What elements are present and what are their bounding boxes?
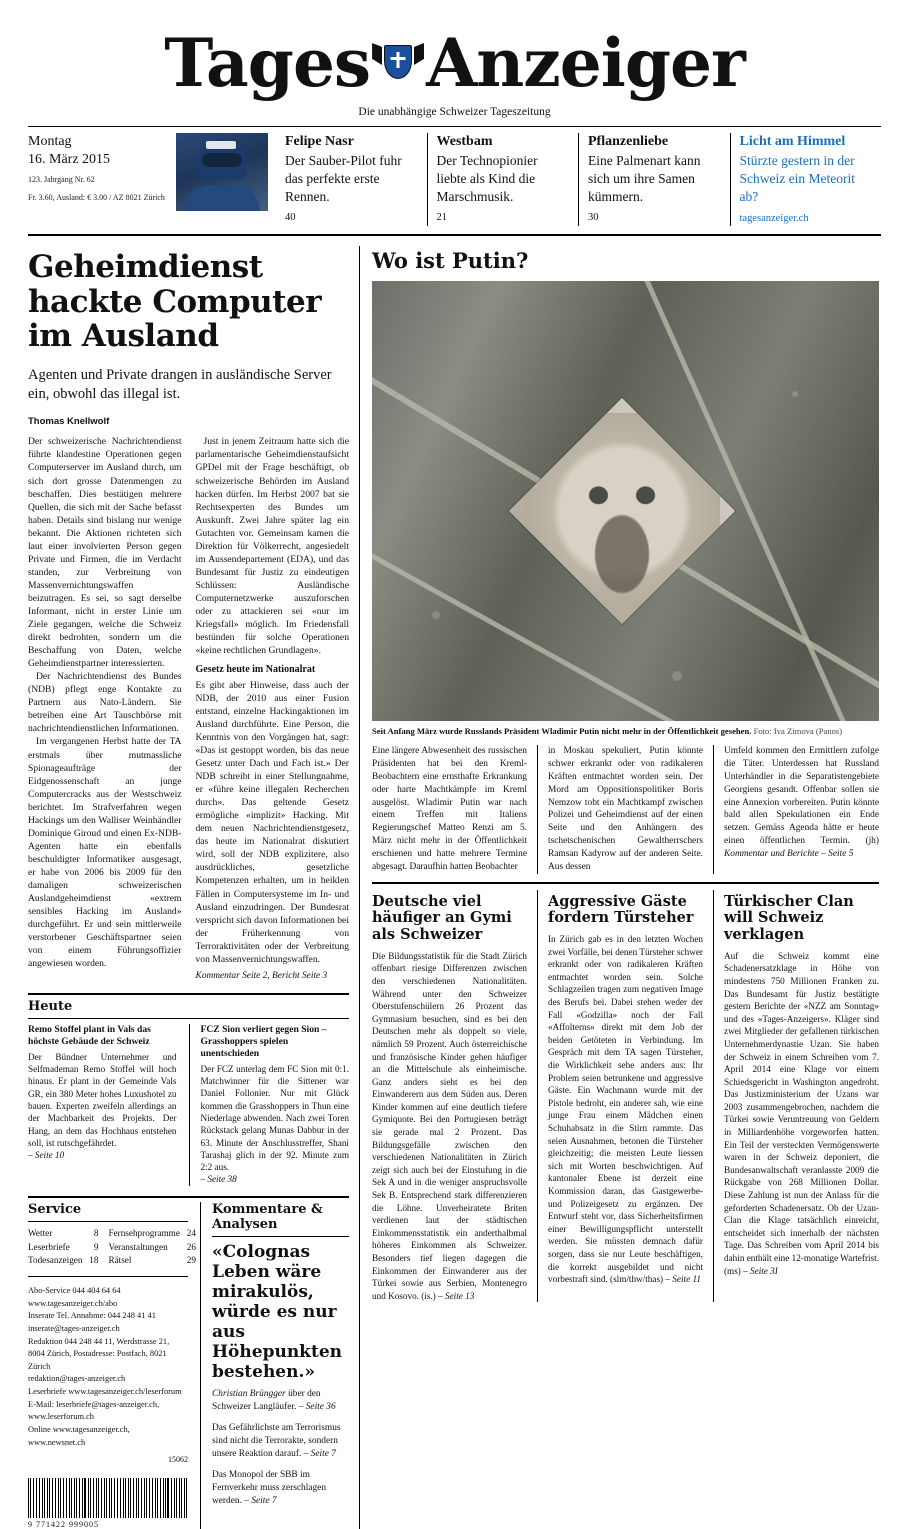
- putin-col-2: [537, 745, 713, 874]
- service-page: 29: [186, 1255, 196, 1266]
- divider: [212, 1236, 349, 1237]
- heute-page-ref[interactable]: – Seite 10: [28, 1150, 65, 1161]
- heute-text: Der FCZ unterlag dem FC Sion mit 0:1. Matchwinner für die Sittener war Daniel Follonier. Nur mit Glück kommen die Grasshoppers in Thun eine Niederlage abwenden. Nach zwei Toren Rückstack gelang Munas Dabbur in der 63. Minute der Anschlusstreffer, Shani Tarashaj glich in der 92. Minute zum 2:2 aus.: [200, 1063, 349, 1173]
- article-headline: Aggressive Gäste fordern Türsteher: [548, 892, 694, 927]
- article-page-ref[interactable]: – Seite 3I: [743, 1265, 778, 1276]
- putin-signature: (jh): [865, 836, 879, 847]
- left-column: [28, 246, 360, 1529]
- section-title-service: Service: [28, 1201, 82, 1217]
- putin-photo: [372, 281, 879, 721]
- service-page: 8: [93, 1227, 99, 1238]
- teaser-page: 40: [285, 212, 296, 224]
- kommentar-item-ref[interactable]: – Seite 7: [244, 1495, 277, 1506]
- service-name: Todesanzeigen: [28, 1255, 83, 1266]
- kommentar-page-ref[interactable]: – Seite 36: [298, 1402, 336, 1413]
- teaser-photo-nasr: [176, 133, 268, 211]
- abo-line: 8004 Zürich, Postadresse: Postfach, 8021 Zürich: [28, 1349, 167, 1371]
- abo-line[interactable]: Online www.tagesanzeiger.ch, www.newsnet.ch: [28, 1424, 130, 1447]
- teaser-item-westbam[interactable]: [427, 133, 579, 226]
- lead-reference[interactable]: Kommentar Seite 2, Bericht Seite 3: [195, 970, 328, 981]
- heute-text: Der Bündner Unternehmer und Selfmademan Remo Stoffel will hoch hinaus. Er plant in der Gemeinde Vals GR, ein 380 Meter hohes Luxushotel zu bauen. Experten zweifeln allerdings an der Machbarkeit des Projekts. Der Hang, an dem das Hochhaus entstehen soll, ist rutschgefährdet.: [28, 1051, 177, 1148]
- service-name: Fernsehprogramme: [108, 1227, 180, 1238]
- teaser-text: Der Sauber-Pilot fuhr das perfekte erste Rennen.: [285, 153, 402, 204]
- article-tuerkischer-clan[interactable]: [713, 890, 879, 1303]
- putin-poster: [509, 398, 735, 624]
- service-name: Rätsel: [108, 1255, 132, 1266]
- heute-head: Remo Stoffel plant in Vals das höchste Gebäude der Schweiz: [28, 1023, 151, 1047]
- kommentar-item-text: Das Gefährlichste am Terrorismus sind nicht die Terrorakte, sondern unsere Reaktion darauf.: [212, 1423, 341, 1460]
- masthead-title-right: Anzeiger: [426, 24, 745, 102]
- masthead-title-left: Tages: [164, 24, 371, 102]
- divider: [372, 882, 879, 884]
- issue-code: 15062: [168, 1455, 188, 1465]
- article-signature: (ms): [724, 1265, 741, 1276]
- barcode-number: 9 771422 999005: [28, 1520, 99, 1529]
- kommentar-item-ref[interactable]: – Seite 7: [303, 1449, 336, 1460]
- price-info: Fr. 3.60, Ausland: € 3.00 / AZ 8021 Zürich: [28, 193, 165, 202]
- article-headline: Türkischer Clan will Schweiz verklagen: [724, 892, 854, 944]
- abo-line[interactable]: E-Mail: leserbriefe@tages-anzeiger.ch, www.leserforum.ch: [28, 1399, 160, 1422]
- service-list-col2: [108, 1227, 195, 1268]
- date-full: 16. März 2015: [28, 151, 111, 167]
- kommentar-author-rest: über den Schweizer Langläufer.: [212, 1389, 321, 1413]
- service-name: Wetter: [28, 1227, 53, 1238]
- kommentar-attribution: [212, 1388, 349, 1414]
- service-page: 9: [93, 1241, 99, 1252]
- lead-subhead: Gesetz heute im Nationalrat: [195, 664, 316, 676]
- kommentar-author: Christian Brüngger: [212, 1389, 286, 1400]
- teaser-bar: [28, 126, 881, 236]
- service-row[interactable]: [108, 1241, 195, 1255]
- service-and-comments: [28, 1202, 349, 1529]
- article-deutsche-gymi[interactable]: [372, 890, 537, 1303]
- teaser-page: 21: [436, 212, 447, 224]
- edition-info: 123. Jahrgang Nr. 62: [28, 175, 95, 184]
- putin-title: Wo ist Putin?: [372, 247, 529, 273]
- lead-body: [28, 435, 349, 982]
- putin-col-3: [713, 745, 879, 874]
- abo-line[interactable]: Leserbriefe www.tagesanzeiger.ch/leserforum: [28, 1387, 182, 1397]
- masthead-subtitle: Die unabhängige Schweizer Tageszeitung: [358, 106, 551, 118]
- teaser-text: Der Technopionier liebte als Kind die Marschmusik.: [436, 153, 538, 204]
- article-body: Die Bildungsstatistik für die Stadt Zürich offenbart riesige Differenzen zwischen den verschiedenen Nationalitäten. Während unter den Schweizer Oberstufenschülern 26 Prozent das Gymnasium besuchen, sind es bei den Deutschen mehr als doppelt so viele, nämlich 59 Prozent. Auch österreichische und französische Kinder gehen häufiger an die Mittelschule als einheimische. Ganz anders sieht es bei den Einwanderern aus dem Süden aus. Deren Kinder kommen auf eine deutlich tiefere Gymiquote. Bei den Portugiesen beträgt sie gerade mal 2 Prozent. Das Bildungsgefälle zwischen den verschiedenen Nationalitäten in Zürich zeigt sich auch bei der Einstufung in die Sek A und in die weniger anspruchsvolle Sek B. Entsprechend stark differenzieren die Löhne. Unverheiratete Briten verdienen laut der städtischen Einkommensstatistik ein anderthalbmal höheres Einkommen als Schweizer. Besonders tief liegen dagegen die Einkommen der Einwanderer aus der Türkei sowie aus Serbien, Montenegro und Kosovo.: [372, 950, 527, 1301]
- service-row[interactable]: [28, 1254, 98, 1268]
- lead-byline: Thomas Knellwolf: [28, 416, 110, 428]
- date-weekday: Montag: [28, 134, 72, 149]
- article-text: [372, 950, 527, 1303]
- kommentar-item[interactable]: [212, 1422, 349, 1461]
- teaser-item-licht-am-himmel[interactable]: [730, 133, 882, 226]
- section-title-heute: Heute: [28, 998, 73, 1014]
- divider: [28, 1276, 188, 1277]
- heute-item[interactable]: [28, 1024, 177, 1186]
- teaser-head: Pflanzenliebe: [588, 134, 669, 149]
- lower-articles: [372, 890, 879, 1303]
- service-block: [28, 1201, 196, 1529]
- kommentar-item-text: Das Monopol der SBB im Fernverkehr muss zerschlagen werden.: [212, 1469, 327, 1506]
- crest-icon: [378, 39, 418, 87]
- abo-line: Redaktion 044 248 44 11, Werdstrasse 21,: [28, 1336, 170, 1346]
- lead-paragraph: Im vergangenen Herbst hatte der TA erstmals über mutmassliche Spionageaufträge der Eidgenossenschaft an junge Computercracks aus der Westschweiz berichtet. Im Strafverfahren wegen Hackings um den Walliser Weinhändler Dominique Giroud und einen Ex-NDB-Agenten hatte ein ebenfalls beschuldigter Informatiker ausgesagt, er habe von 2006 bis 2009 für den damaligen schweizerischen Auslandgeheimdienst «extrem sensibles Hacking im Ausland» durchgeführt. Er und sein mittlerweile verstorbener Geschäftspartner seien von einem Führungsoffizier angewiesen worden.: [28, 736, 182, 970]
- teaser-text: Stürzte gestern in der Schweiz ein Meteorit ab?: [739, 153, 855, 204]
- abo-line[interactable]: Abo-Service 044 404 64 64: [28, 1286, 121, 1296]
- divider: [28, 1221, 188, 1222]
- teaser-link[interactable]: tagesanzeiger.ch: [739, 213, 809, 225]
- kommentar-item[interactable]: [212, 1469, 349, 1508]
- service-name: Veranstaltungen: [108, 1241, 168, 1252]
- lead-paragraph: Der Nachrichtendienst des Bundes (NDB) pflegt enge Kontakte zu Partnern aus Nato-Ländern. Sie betreiben eine Art Tauschbörse mit nachrichtendienstlichen Informationen.: [28, 671, 182, 735]
- putin-caption-text: Seit Anfang März wurde Russlands Präsident Wladimir Putin nicht mehr in der Öffentlichkeit gesehen.: [372, 725, 752, 736]
- putin-caption: [372, 721, 879, 737]
- abo-line[interactable]: redaktion@tages-anzeiger.ch: [28, 1374, 126, 1384]
- abo-service-block: [28, 1285, 188, 1449]
- abo-line[interactable]: www.tagesanzeiger.ch/abo: [28, 1298, 118, 1308]
- teaser-head: Licht am Himmel: [739, 134, 846, 149]
- right-column: [360, 246, 879, 1529]
- teaser-head: Westbam: [436, 134, 493, 149]
- barcode: [28, 1472, 188, 1518]
- masthead-title: [28, 24, 881, 102]
- date-block: [28, 133, 176, 226]
- service-row[interactable]: [28, 1227, 98, 1241]
- service-page: 26: [186, 1241, 196, 1252]
- teaser-head: Felipe Nasr: [285, 134, 354, 149]
- putin-text: Eine längere Abwesenheit des russischen Präsidenten hat bei den Kreml-Beobachtern eine ernsthafte Erkrankung oder harte Machtkämpfe im Kreml ausgelöst. Wladimir Putin war nach einem Treffen mit Italiens Regierungschef Matteo Renzi am 5. März nicht mehr in der Öffentlichkeit erschienen und hatte mehrere Termine abgesagt. Daraufhin hatten Beobachter: [372, 746, 527, 872]
- lead-paragraph: Just in jenem Zeitraum hatte sich die parlamentarische Geheimdienstaufsicht GPDel mit der Frage beschäftigt, ob schweizerische Behörden im Ausland hacken dürfen. Im Herbst 2007 bat sie Rechtsexperten des Bundes um Auskunft. Zwei Jahre später lag ein Gutachten vor. Gemeinsam kamen die Direktion für Völkerrecht, angesiedelt im Aussendepartement (EDA), und das Bundesamt für Justiz zu eindeutigen Schlüssen: Ausländische Computernetzwerke auszuforschen oder zu attackieren sei «nur im Kriegsfall» möglich. Im Friedensfall bestünden für solche Operationen «keine rechtlichen Grundlagen».: [195, 436, 349, 657]
- article-page-ref[interactable]: – Seite 13: [438, 1290, 475, 1301]
- putin-text: Umfeld kommen den Ermittlern zufolge die Täter. Unterdessen hat Russland Unterhändler in die Separatistengebiete Georgiens gesandt. Offenbar sollen sie eine Annexion vorbereiten. Putin könnte bald allen Spekulationen ein Ende setzen. Gemäss Agenda hätte er heute einen öffentlichen Termin.: [724, 746, 879, 847]
- section-title-kommentare: Kommentare & Analysen: [212, 1201, 323, 1232]
- heute-list: [28, 1024, 349, 1186]
- abo-line[interactable]: inserate@tages-anzeiger.ch: [28, 1324, 120, 1334]
- service-list-col1: [28, 1227, 98, 1268]
- article-body: In Zürich gab es in den letzten Wochen zwei Vorfälle, bei denen Türsteher schwer erkrankt oder von radikaleren Kräften entmachtet worden sein. Solche Schlagzeilen tragen zum negativen Image des Berufs bei. Dabei stehen weder der Fall «Godzilla» noch der Fall «Affolterns» direkt mit dem Job der beiden Getöteten in Verbindung. Im Gespräch mit dem TA sagen Türsteher, die Wirklichkeit sehe anders aus: Ihr Problem seien betrunkene und aggressive Gäste. Ein Wachmann wurde mit der Pistole bedroht, ein anderer sah, wie eine junge Frau einem Mädchen einen Schuhabsatz in die Stirn rammte. Das seien Ausnahmen, betonen die Türsteher gleichzeitig; die meisten Leute liessen sich mit Worten beschwichtigen. Auf kantonaler Ebene ist derzeit eine Kommission daran, das Gastgewerbe- und Polizeigesetz zu ergänzen. Der Entwurf steht vor, dass Sicherheitsfirmen einer Bewilligungspflicht unterstellt werden. Sie müssten demnach dafür sorgen, dass sie nur Leute beschäftigen, die korrekt ausgebildet und nicht vorbestraft sind.: [548, 934, 703, 1285]
- divider: [28, 993, 349, 995]
- putin-text: in Moskau spekuliert, Putin könnte schwer erkrankt oder von radikaleren Kräften entmachtet worden sein. Der Mord am Oppositionspolitiker Boris Nemzow tobt ein Machtkampf zwischen Polizei und Geheimdienst auf der einen Seite und den Anhängern des tschetschenischen Gewaltherrschers Ramsan Kadyrow auf der anderen Seite. Aus dessen: [548, 746, 703, 872]
- article-tuersteher[interactable]: [537, 890, 713, 1303]
- article-signature: (slm/thw/thas): [610, 1274, 664, 1285]
- kommentar-quote: «Colognas Leben wäre mirakulös, würde es nur aus Höhepunkten bestehen.»: [212, 1241, 342, 1383]
- article-text: [548, 933, 703, 1286]
- putin-body: [372, 745, 879, 874]
- lead-paragraph: Es gibt aber Hinweise, dass auch der NDB, der 2010 aus einer Fusion entstand, einzelne Hackingaktionen im Ausland durchführte. Eine Person, die Kenntnis von den Vorgängen hat, sagt: «Das ist gestoppt worden, bis das neue Gesetz unter Dach und Fach ist.» Der NDB schreibt in einer Stellungnahme, er «führe keine illegalen Recherchen durch». Das geltende Gesetz ermögliche «implizit» Hacking. Mit dem neuen Nachrichtendienstgesetz, das heute im Nationalrat diskutiert wird, soll der NDB explizitere, also ausdrückliches, gesetzliche Kompetenzen erhalten, um in heiklen Fällen in Computersysteme im In- und Ausland einzudringen. Der Bundesrat verspricht sich davon Informationen bei der Früherkennung von Terroraktivitäten oder der Verbreitung von Massenvernichtungswaffen.: [195, 679, 349, 965]
- article-body: Auf die Schweiz kommt eine Schadenersatzklage in Höhe von mindestens 750 Millionen Franken zu. Das Bundesamt für Justiz bestätigte gestern Berichte der «NZZ am Sonntag» und des «Tages-Anzeigers». Kläger sind zwei Mitglieder der gefallenen türkischen Unternehmerdynastie Uzan. Sie haben der Schweiz in einem Schreiben vom 7. April 2014 eine Klage vor einem Schiedsgericht in Washington angedroht. Das Justizministerium der Uzans war 2003 zusammengebrochen, nachdem die Türkei sowie Veruntreuung von Geldern in Milliardenhöhe vorgeworfen hatten. Ein Teil der versteckten Vermögenswerte waren in der Schweiz deponiert, die Bundesanwaltschaft veranlasste 2009 die Rückgabe von 268 Millionen Dollar. Diese Zahlung ist nun der Anlass für die geforderten Schadenersatz. Ob der Uzan-Clan die Klage tatsächlich einreicht, entscheidet sich innerhalb der nächsten Tage. Das Schreiben vom April 2014 bis dahin enthält eine 12-monatige Wartefrist.: [724, 950, 879, 1264]
- heute-item[interactable]: [189, 1024, 350, 1186]
- service-row[interactable]: [28, 1241, 98, 1255]
- kommentare-block: [200, 1202, 349, 1529]
- service-name: Leserbriefe: [28, 1241, 70, 1252]
- article-signature: (is.): [421, 1290, 436, 1301]
- lead-paragraph: Der schweizerische Nachrichtendienst führte klandestine Operationen gegen Computerserver im Ausland durch, um sich dort grosse Datenmengen zu beschaffen. Dies bestätigen mehrere Quellen, die sich mit der Sache befasst haben. Details sind bislang nur wenige bekannt. Die Aktionen richteten sich laut einer involvierten Person gegen Private und Firmen, die im Verdacht standen, zur Verbreitung von Massenvernichtungswaffen beizutragen. Es sei, so sagt derselbe Informant, nicht in erster Linie um Ziele gegangen, welche die Schweiz direkt bedrohten, sondern um die Beschaffung von Daten, welche Geheimdienstpartner interessierten.: [28, 436, 182, 670]
- putin-reference[interactable]: Kommentar und Berichte – Seite 5: [724, 849, 854, 859]
- teaser-page: 30: [588, 212, 599, 224]
- service-row[interactable]: [108, 1227, 195, 1241]
- putin-photo-credit: Foto: Iva Zimova (Panos): [753, 725, 843, 736]
- masthead: [28, 0, 881, 118]
- service-page: 18: [89, 1255, 99, 1266]
- article-text: [724, 950, 879, 1277]
- main-content: [28, 246, 881, 1529]
- abo-line: Inserate Tel. Annahme: 044 248 41 41: [28, 1311, 156, 1321]
- service-page: 24: [186, 1227, 196, 1238]
- article-headline: Deutsche viel häufiger an Gymi als Schweizer: [372, 892, 512, 944]
- teaser-item-nasr[interactable]: [276, 133, 427, 226]
- divider: [28, 1196, 349, 1198]
- heute-page-ref[interactable]: – Seite 38: [200, 1174, 237, 1185]
- article-page-ref[interactable]: – Seite 11: [665, 1274, 701, 1285]
- service-row[interactable]: [108, 1254, 195, 1268]
- lead-headline: Geheimdienst hackte Computer im Ausland: [28, 248, 322, 355]
- teaser-item-pflanzenliebe[interactable]: [578, 133, 730, 226]
- heute-head: FCZ Sion verliert gegen Sion – Grasshoppers spielen unentschieden: [200, 1023, 327, 1059]
- putin-col-1: [372, 745, 537, 874]
- divider: [28, 1018, 349, 1019]
- teaser-text: Eine Palmenart kann sich um ihre Samen kümmern.: [588, 153, 701, 204]
- lead-lede: Agenten und Private drangen in ausländische Server ein, obwohl das illegal ist.: [28, 367, 332, 403]
